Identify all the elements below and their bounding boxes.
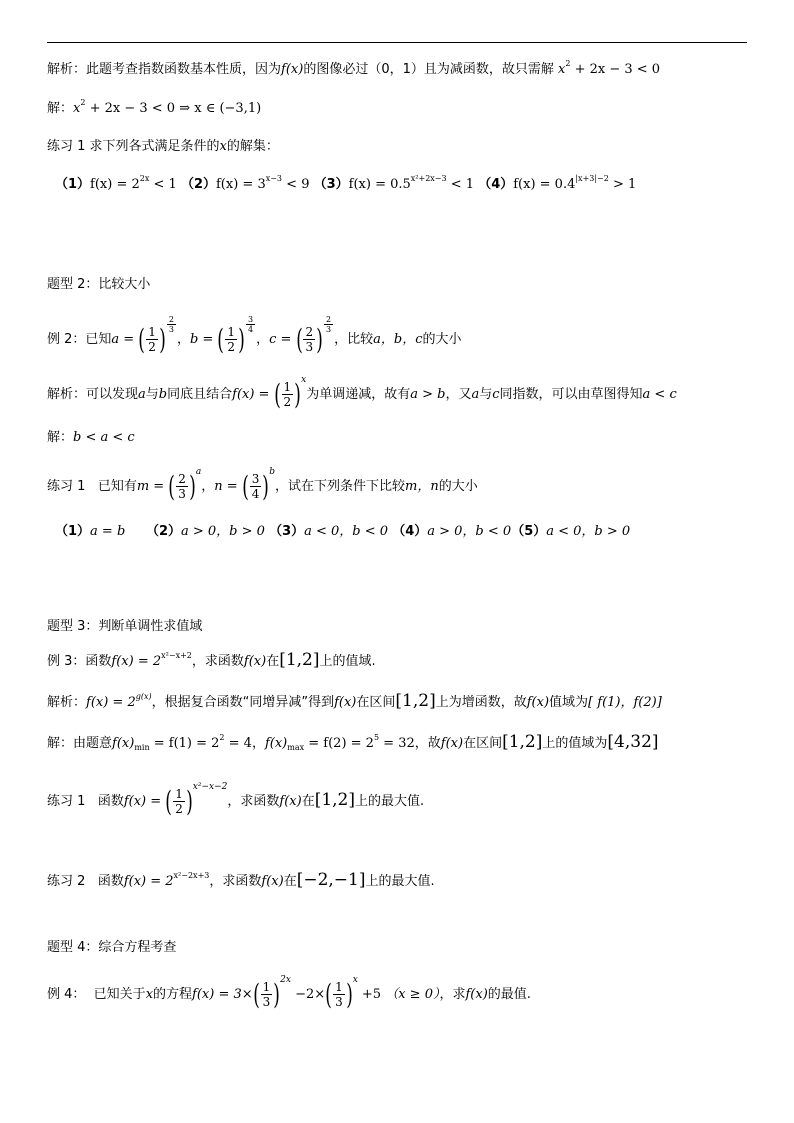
text: ，又 (445, 387, 472, 402)
text: 解： (47, 430, 74, 445)
item-num: （4） (392, 524, 428, 539)
exponent: 2x (280, 975, 291, 985)
paren: ( (273, 377, 281, 411)
math: f(x) (112, 736, 135, 751)
label: 练习 2 (47, 874, 86, 889)
math: = f(2) = 2 (304, 736, 374, 751)
math: a > 0，b > 0 (181, 524, 265, 539)
subscript: min (134, 743, 150, 752)
math: = 32 (379, 736, 415, 751)
analysis-2: 解析：可以发现a与b同底且结合f(x) = ( $\frac{1}{2}$ )x为单调递减，故有a > b，又a与c同指数，可以由草图得知a < c (47, 375, 677, 411)
math: b < a < c (73, 430, 135, 445)
paren: ) (186, 784, 193, 818)
practice-2-items (55, 522, 630, 542)
exponent: $\frac{2}{3}$ (168, 315, 174, 334)
text: 上的值域. (319, 654, 376, 669)
math: a < 0，b > 0 (546, 524, 631, 539)
subscript: max (287, 743, 305, 752)
text: 为单调递减，故有 (306, 387, 411, 402)
math: [1,2] (502, 732, 543, 752)
text: ，比较 (334, 332, 374, 347)
exponent: 5 (373, 733, 380, 742)
paren: ) (345, 977, 353, 1011)
item-num: （4） (478, 177, 514, 192)
math: f(x) = 3× (192, 987, 253, 1002)
paren: ( (217, 322, 225, 356)
text: 的图像必过（0，1）且为减函数，故只需解 (303, 62, 554, 77)
paren: ( (138, 322, 146, 356)
text: 已知有 (97, 479, 137, 494)
math: f(x) (261, 874, 284, 889)
exponent: g(x) (135, 692, 152, 701)
math: + 2x − 3 < 0 ⇒ x ∈ (85, 101, 220, 116)
paren: ( (168, 469, 176, 503)
text: 的大小 (422, 332, 462, 347)
exponent: 2 (80, 98, 86, 107)
math: c = (269, 332, 296, 347)
text: 已知关于 (93, 987, 146, 1002)
math: f(x) (279, 794, 302, 809)
math: [ f(1)，f(2)] (588, 695, 662, 710)
fraction: $\frac{1}{2}$ (148, 325, 156, 354)
item-num: （5） (511, 524, 547, 539)
math: f(x) = 3 (216, 177, 266, 192)
item-num: （2） (180, 177, 216, 192)
exponent: x−3 (265, 174, 283, 183)
exponent: 2 (565, 59, 571, 68)
text: 已知 (85, 332, 112, 347)
heading: 题型 3：判断单调性求值域 (47, 619, 203, 634)
item-num: （1） (55, 524, 91, 539)
section-3-title (47, 617, 202, 637)
section-2-title (47, 275, 150, 295)
math: a > 0，b < 0 (427, 524, 512, 539)
exponent: 2 (219, 733, 225, 742)
text: 同指数，可以由草图得知 (499, 387, 643, 402)
section-4-title (47, 938, 176, 958)
math: a = (111, 332, 139, 347)
math: f(x) = 0.5 (348, 177, 411, 192)
text: ，根据复合函数“同增异减”得到 (151, 695, 335, 710)
math: f(x) = (123, 794, 166, 809)
paren: ( (325, 977, 332, 1011)
text: 解析：此题考查指数函数基本性质，因为 (47, 62, 282, 77)
text: 求下列各式满足条件的 (85, 139, 220, 154)
math: [1,2] (314, 790, 356, 810)
paren: ( (165, 784, 173, 818)
math: a (138, 387, 146, 402)
text: 函数 (97, 874, 124, 889)
math: f(x) = 2 (86, 695, 136, 710)
math: a = b (90, 524, 126, 539)
math: f(x) (440, 736, 464, 751)
paren: ( (252, 977, 260, 1011)
text: 的解集： (226, 139, 279, 154)
label: 例 4： (47, 987, 86, 1002)
exponent: a (195, 467, 202, 477)
math: x (73, 101, 81, 116)
text: 的大小 (438, 479, 478, 494)
exponent: x²−2x+3 (173, 871, 210, 880)
math: a < 0，b < 0 (304, 524, 389, 539)
practice-3-1: 练习 1 函数f(x) = ( $\frac{1}{2}$ )x²−x−2，求函数f(x)在[1,2]上的最大值. (47, 782, 425, 818)
fraction: $\frac{3}{4}$ (251, 472, 260, 501)
math: b = (189, 332, 218, 347)
fraction: $\frac{1}{3}$ (262, 980, 271, 1009)
math: f(x) (465, 987, 488, 1002)
fraction: $\frac{2}{3}$ (305, 325, 314, 354)
paren: ) (294, 377, 301, 411)
item-num: （3） (269, 524, 305, 539)
practice-2: 练习 1 已知有m = ( $\frac{2}{3}$ )a，n = ( $\frac{3}{4}$ )b，试在下列条件下比较m，n的大小 (47, 467, 478, 503)
paren: ) (262, 469, 270, 503)
math: f(x) = (232, 387, 274, 402)
analysis-3: 解析：$f(x) = 2^{g(x)}$，根据复合函数“同增异减”得到f(x)在区间[1,2]上为增函数，故f(x)值域为[ f(1)，f(2)] (47, 691, 662, 711)
math: （x ≥ 0） (385, 987, 440, 1002)
solution-3: 解：由题意$f(x)_{min} = f(1) = 2^2 = 4$，$f(x)_{max} = f(2) = 2^5 = 32$，故f(x)在区间[1,2]上的值域为[4,32] (47, 732, 659, 752)
exponent: x (301, 375, 307, 385)
math: a < c (642, 387, 677, 402)
paren: ( (295, 322, 303, 356)
math: f(x) (243, 654, 267, 669)
example-3: 例 3：函数$f(x) = 2^{x^2-x+2}$，求函数f(x)在[1,2]上的值域. (47, 650, 376, 670)
practice-1-items (55, 175, 636, 195)
paren: ) (316, 322, 323, 356)
label: 例 3： (47, 654, 86, 669)
fraction: $\frac{1}{3}$ (335, 980, 343, 1009)
text: 上的最大值. (355, 794, 425, 809)
solution-2 (47, 428, 135, 448)
text: 上的最大值. (365, 874, 435, 889)
math: f(x) = 2 (90, 177, 140, 192)
example-4 (47, 975, 531, 1013)
math: = 4 (224, 736, 252, 751)
text: 值域为 (549, 695, 589, 710)
analysis-1 (47, 60, 660, 80)
practice-1 (47, 137, 279, 157)
math: b (158, 387, 168, 402)
math: f(x) (264, 736, 288, 751)
math: > 1 (608, 177, 637, 192)
top-rule (47, 42, 747, 43)
paren: ) (189, 469, 196, 503)
text: ，试在下列条件下比较 (275, 479, 406, 494)
math: x (219, 139, 227, 154)
text: ，求函数 (227, 794, 280, 809)
exponent: x²+2x−3 (410, 174, 447, 183)
item-num: （1） (55, 177, 91, 192)
math: < 9 (282, 177, 310, 192)
math: x (558, 62, 566, 77)
text: 上为增函数，故 (435, 695, 527, 710)
solution-1 (47, 99, 261, 119)
text: ，求函数 (191, 654, 244, 669)
text: 上的值域为 (542, 736, 608, 751)
math: f(x) (526, 695, 550, 710)
text: 函数 (85, 654, 112, 669)
heading: 题型 2：比较大小 (47, 277, 151, 292)
math: + 2x − 3 < 0 (570, 62, 661, 77)
math: [4,32] (607, 732, 659, 752)
math: +5 (357, 987, 382, 1002)
fraction: $\frac{1}{2}$ (283, 380, 292, 409)
math: f(x) (281, 62, 304, 77)
exponent: b (269, 467, 276, 477)
math: a，b，c (373, 332, 423, 347)
text: 解：由题意 (47, 736, 113, 751)
label: 练习 1 (47, 479, 86, 494)
exponent: x (352, 975, 358, 985)
text: 的最值. (487, 987, 531, 1002)
text: 同底且结合 (167, 387, 233, 402)
text: ，故 (414, 736, 441, 751)
math: a > b (410, 387, 446, 402)
math: m = (136, 479, 169, 494)
label: 练习 1 (47, 139, 86, 154)
paren: ) (238, 322, 245, 356)
exponent: x²−x+2 (161, 651, 192, 660)
paren: ) (273, 977, 280, 1011)
math: < 1 (149, 177, 177, 192)
math: n = (214, 479, 242, 494)
exponent: 2x (139, 174, 150, 183)
text: 解析： (47, 695, 87, 710)
fraction: $\frac{1}{2}$ (175, 787, 183, 816)
practice-3-2: 练习 2 函数$f(x) = 2^{x^2-2x+3}$，求函数f(x)在[−2,−1]上的最大值. (47, 870, 435, 890)
text: 解析：可以发现 (47, 387, 139, 402)
fraction: $\frac{2}{3}$ (178, 472, 186, 501)
math: = f(1) = 2 (149, 736, 220, 751)
exponent: |x+3|−2 (575, 174, 609, 183)
math: a (471, 387, 480, 402)
paren: ) (159, 322, 166, 356)
math: c (492, 387, 500, 402)
math: [−2,−1] (296, 870, 366, 890)
math: −2× (290, 987, 326, 1002)
exponent: $\frac{2}{3}$ (326, 315, 332, 334)
item-num: （2） (145, 524, 181, 539)
text: 解： (47, 101, 74, 116)
paren: ( (241, 469, 249, 503)
math: f(x) (334, 695, 357, 710)
math: f(x) = 2 (123, 874, 174, 889)
example-2: 例 2：已知a = ( $\frac{1}{2}$ ) $\frac{2}{3}$ ，b = ( $\frac{1}{2}$ ) $\frac{3}{4}$ ，c = ( $\frac{2}{3}$ ) $\frac{2}{3}$ ，比较a，b，c的大小 (47, 315, 462, 356)
math: [1,2] (395, 691, 436, 711)
math: f(x) = 0.4 (513, 177, 576, 192)
heading: 题型 4：综合方程考查 (47, 940, 177, 955)
text: ，求 (439, 987, 466, 1002)
math: (−3,1) (219, 101, 262, 116)
exponent: x²−x−2 (192, 782, 228, 792)
text: 的方程 (153, 987, 193, 1002)
text: ，求函数 (209, 874, 262, 889)
math: < 1 (446, 177, 475, 192)
item-num: （3） (313, 177, 349, 192)
label: 练习 1 (47, 794, 86, 809)
text: 函数 (97, 794, 124, 809)
math: [1,2] (279, 650, 320, 670)
math: m，n (405, 479, 439, 494)
exponent: $\frac{3}{4}$ (247, 315, 254, 334)
math: f(x) = 2 (111, 654, 162, 669)
math: x (145, 987, 154, 1002)
fraction: $\frac{1}{2}$ (227, 325, 236, 354)
label: 例 2： (47, 332, 86, 347)
